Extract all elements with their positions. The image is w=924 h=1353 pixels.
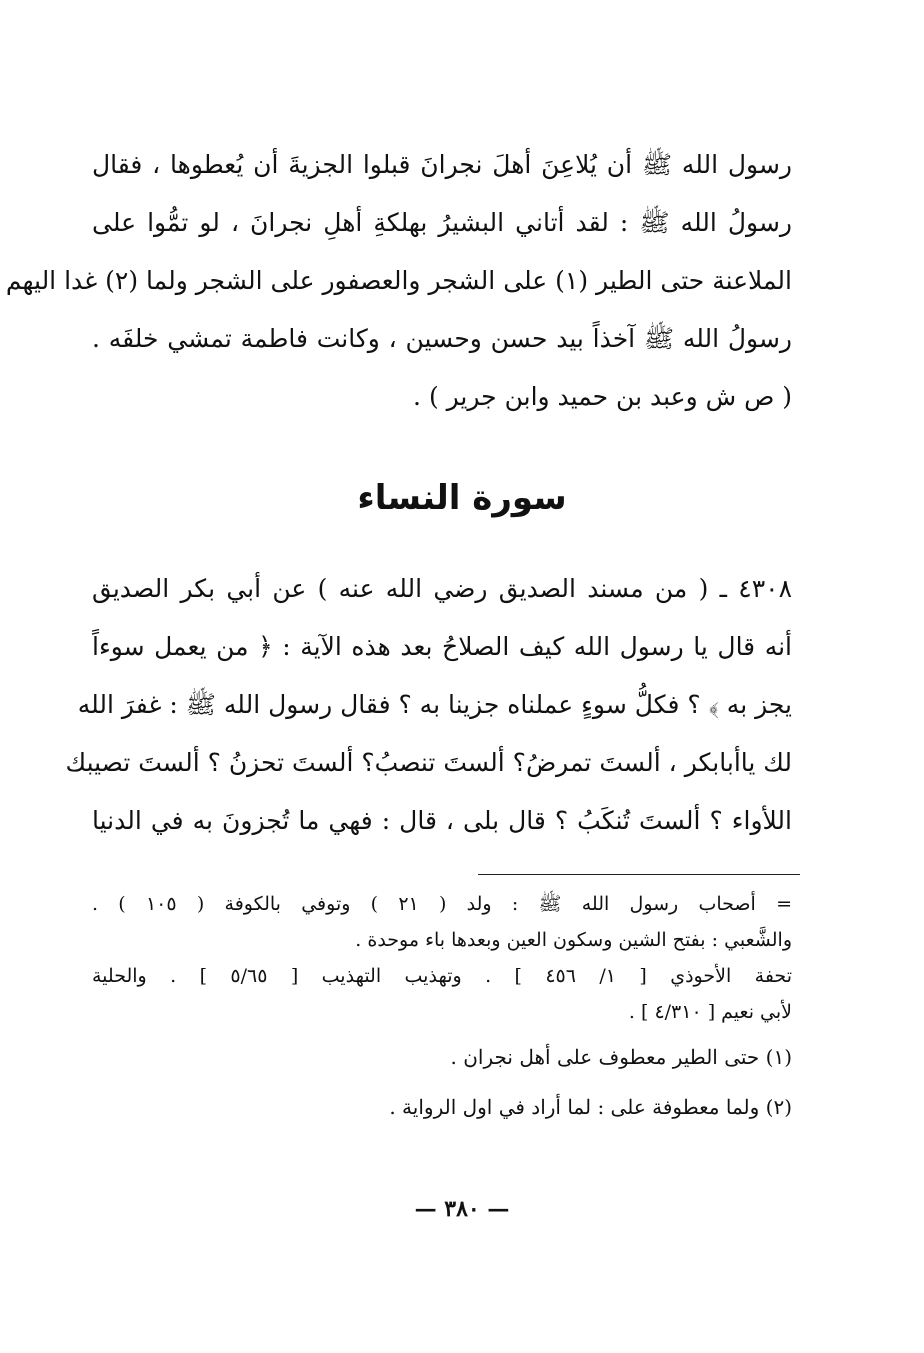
- top-paragraph: [5, 136, 792, 426]
- note-line: تحفة الأحوذي [ ١/ ٤٥٦ ] . وتهذيب التهذيب [ ٥/٦٥ ] . والحلية: [92, 965, 792, 987]
- hadith-paragraph: [65, 560, 792, 850]
- text-line: اللأواء ؟ ألستَ تُنكَبُ ؟ قال بلى ، قال : فهي ما تُجزونَ به في الدنيا: [92, 806, 792, 835]
- text-line: رسولُ الله ﷺ : لقد أتاني البشيرُ بهلكةِ أهلِ نجرانَ ، لو تمُّوا على: [92, 208, 792, 237]
- page-number: — ٣٨٠ —: [414, 1196, 510, 1222]
- text-line: أنه قال يا رسول الله كيف الصلاحُ بعد هذه الآية : ﴿ من يعمل سوءاً: [92, 632, 792, 661]
- text-line: رسولُ الله ﷺ آخذاً بيد حسن وحسين ، وكانت فاطمة تمشي خلفَه .: [92, 324, 792, 353]
- text-line: ٤٣٠٨ ـ ( من مسند الصديق رضي الله عنه ) عن أبي بكر الصديق: [92, 574, 792, 603]
- text-line: الملاعنة حتى الطير (١) على الشجر والعصفور على الشجر ولما (٢) غدا اليهم: [5, 266, 792, 295]
- note-line: لأبي نعيم [ ٤/٣١٠ ] .: [628, 1001, 792, 1023]
- footnote-1: (١) حتى الطير معطوف على أهل نجران .: [450, 1045, 792, 1069]
- footnote-2: (٢) ولما معطوفة على : لما أراد في اول الرواية .: [389, 1095, 792, 1119]
- note-line: والشَّعبي : بفتح الشين وسكون العين وبعدها باء موحدة .: [355, 929, 792, 951]
- footnotes: [92, 886, 792, 1130]
- text-line: رسول الله ﷺ أن يُلاعِنَ أهلَ نجرانَ قبلوا الجزيةَ أن يُعطوها ، فقال: [92, 150, 792, 179]
- text-line: يجز به ﴾ ؟ فكلُّ سوءٍ عملناه جزينا به ؟ فقال رسول الله ﷺ : غفرَ الله: [77, 690, 792, 719]
- note-line: = أصحاب رسول الله ﷺ : ولد ( ٢١ ) وتوفي بالكوفة ( ١٠٥ ) .: [92, 893, 793, 915]
- text-line: لك ياأبابكر ، ألستَ تمرضُ؟ ألستَ تنصبُ؟ ألستَ تحزنُ ؟ ألستَ تصيبك: [65, 748, 792, 777]
- surah-heading: سورة النساء: [357, 478, 567, 518]
- source-citation: ( ص ش وعبد بن حميد وابن جرير ) .: [413, 382, 792, 411]
- footnote-divider: [478, 874, 800, 875]
